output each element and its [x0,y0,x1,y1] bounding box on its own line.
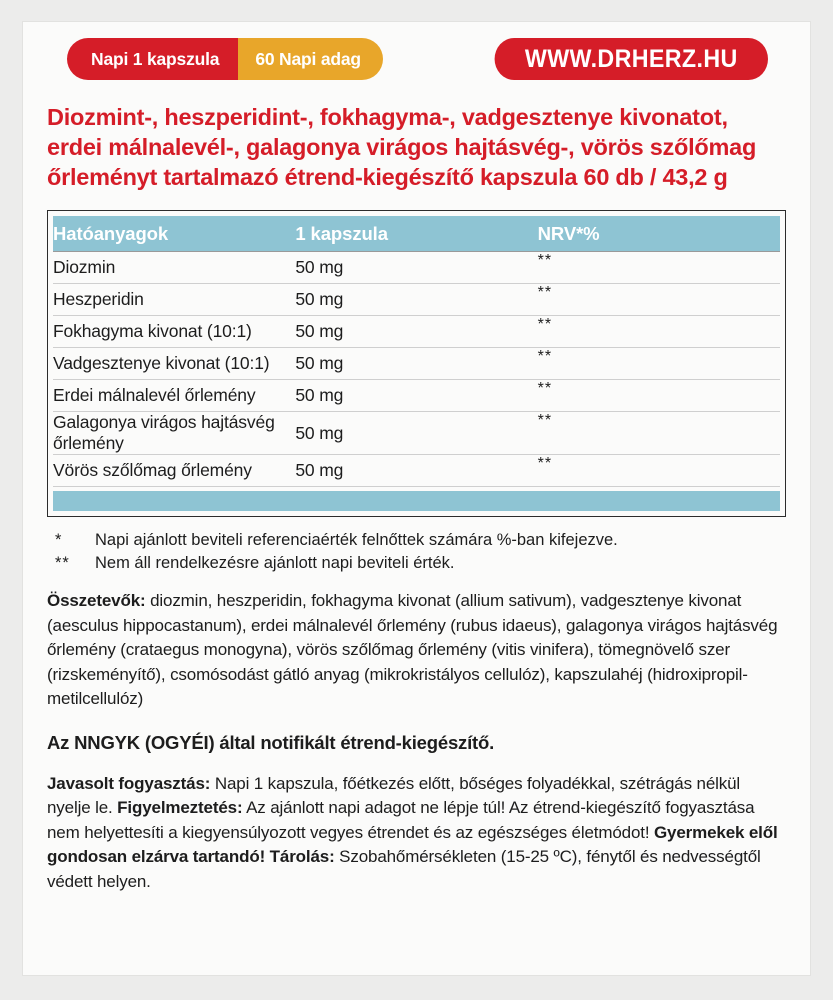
footnote-mark: * [55,531,63,549]
cell-ingredient-name: Diozmin [53,252,295,284]
table-row [53,316,780,348]
cell-ingredient-name: Fokhagyma kivonat (10:1) [53,316,295,348]
ingredients-paragraph [47,589,786,712]
cell-ingredient-nrv: ** [538,284,780,316]
cell-ingredient-name: Galagonya virágos hajtásvég őrlemény [53,412,295,455]
supplement-facts-table [47,210,786,517]
footnote-double-asterisk [47,552,786,575]
cell-ingredient-name: Vadgesztenye kivonat (10:1) [53,348,295,380]
cell-ingredient-dose: 50 mg [295,348,537,380]
table-row [53,252,780,284]
cell-ingredient-dose: 50 mg [295,252,537,284]
cell-ingredient-dose: 50 mg [295,455,537,487]
footnote-text: Nem áll rendelkezésre ajánlott napi beviteli érték. [95,554,455,572]
warning-text: Az ajánlott napi adagot ne lépje túl! Az étrend-kiegészítő fogyasztása nem helyettesíti a kiegyensúlyozott vegyes étrendet és az egészséges életmódot! [47,798,755,842]
cell-ingredient-nrv: ** [538,380,780,412]
website-badge[interactable]: WWW.DRHERZ.HU [495,38,768,80]
table-row [53,380,780,412]
dosage-text: Napi 1 kapszula, főétkezés előtt, bőséges folyadékkal, szétrágás nélkül nyelje le. [47,773,741,817]
cell-ingredient-dose: 50 mg [295,316,537,348]
table-body [53,252,780,487]
footnote-single-asterisk [47,529,786,552]
cell-ingredient-name: Vörös szőlőmag őrlemény [53,455,295,487]
table-row [53,455,780,487]
ingredients-list: diozmin, heszperidin, fokhagyma kivonat (allium sativum), vadgesztenye kivonat (aesculus hippocastanum), erdei málnalevél őrlemény (rubus idaeus), galagonya virágos hajtásvég őrlemény (crataegus monogyna), vörös szőlőmag őrlemény (vitis vinifera), tömegnövelő szer (rizskeményítő), csomósodást gátló anyag (mikrokristályos cellulóz), kapszulahéj (hidroxipropil-metilcellulóz) [47,591,778,708]
notification-statement: Az NNGYK (OGYÉI) által notifikált étrend-kiegészítő. [47,731,495,753]
dosage-label: Javasolt fogyasztás: [47,773,211,793]
cell-ingredient-nrv: ** [538,316,780,348]
cell-ingredient-name: Heszperidin [53,284,295,316]
cell-ingredient-dose: 50 mg [295,284,537,316]
warning-label: Figyelmeztetés: [117,798,243,817]
cell-ingredient-name: Erdei málnalevél őrlemény [53,380,295,412]
product-label-panel [23,22,810,975]
page-title: Diozmint-, heszperidint-, fokhagyma-, vadgesztenye kivonatot, erdei málnalevél-, galagonya virágos hajtásvég-, vörös szőlőmag őrleményt tartalmazó étrend-kiegészítő kapszula 60 db / 43,2 g [47,104,757,190]
table-footer-bar [53,491,780,511]
cell-ingredient-nrv: ** [538,455,780,487]
cell-ingredient-nrv: ** [538,412,780,455]
footnote-mark: ** [55,554,70,572]
table-row [53,348,780,380]
column-header-dose: 1 kapszula [295,216,537,252]
cell-ingredient-nrv: ** [538,252,780,284]
ingredients-label: Összetevők: [47,591,146,610]
servings-badge: 60 Napi adag [238,38,383,80]
footnote-text: Napi ajánlott beviteli referenciaérték felnőttek számára %-ban kifejezve. [95,531,618,549]
cell-ingredient-dose: 50 mg [295,380,537,412]
daily-dose-badge: Napi 1 kapszula [67,38,238,80]
cell-ingredient-nrv: ** [538,348,780,380]
table-row [53,284,780,316]
column-header-nrv: NRV*% [538,216,780,252]
column-header-ingredient: Hatóanyagok [53,216,295,252]
table-row [53,412,780,455]
usage-paragraph [47,772,786,895]
table-header-row [53,216,780,252]
cell-ingredient-dose: 50 mg [295,412,537,455]
footnotes [47,529,786,575]
dose-pill-group [67,38,383,80]
badge-row [45,22,788,84]
keep-away-label: Gyermekek elől gondosan elzárva tartandó! Tárolás: [47,822,778,866]
storage-text: Szobahőmérsékleten (15-25 ºC), fénytől és nedvességtől védett helyen. [47,847,761,891]
